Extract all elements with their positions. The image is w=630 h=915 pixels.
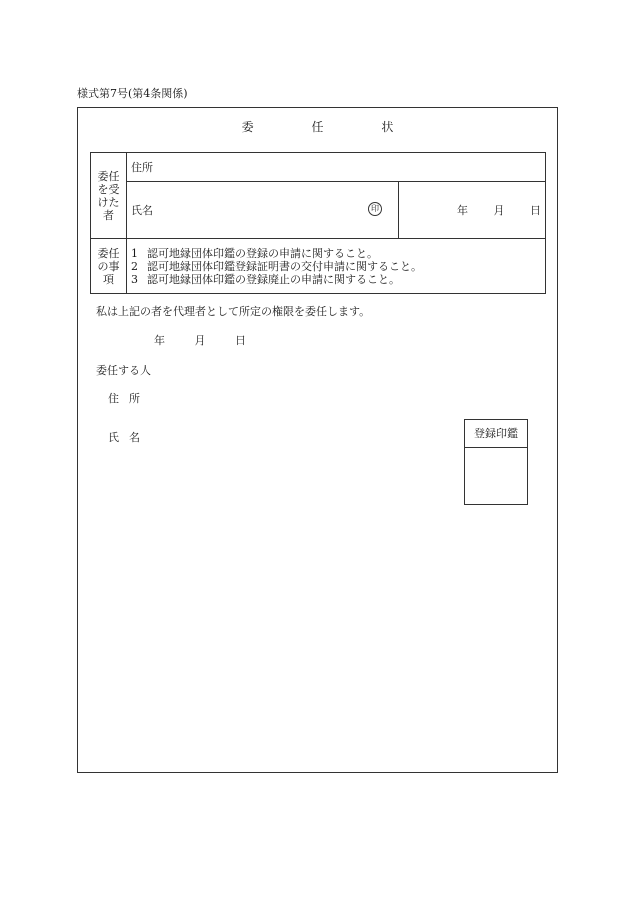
matters-row-label: 委任の事項	[91, 239, 127, 294]
grantor-name-field[interactable]: 氏 名	[108, 431, 140, 444]
agent-date-year: 年	[457, 204, 468, 217]
signing-date-year: 年	[154, 334, 165, 347]
delegation-statement: 私は上記の者を代理者として所定の権限を委任します。	[96, 305, 371, 318]
document-title	[78, 118, 557, 135]
title-char: 状	[381, 120, 394, 134]
matter-item: 2 認可地縁団体印鑑登録証明書の交付申請に関すること。	[131, 259, 422, 273]
title-char: 委	[241, 120, 254, 134]
grantor-address-field[interactable]: 住 所	[108, 392, 140, 405]
agent-name-label: 氏名	[131, 204, 153, 217]
form-number-caption: 様式第7号(第4条関係)	[77, 87, 188, 100]
agent-address-label: 住所	[131, 161, 153, 174]
document-frame	[77, 107, 558, 773]
agent-table	[90, 152, 546, 294]
agent-date-month: 月	[493, 204, 505, 217]
agent-row-label: 委任を受けた者	[91, 153, 127, 239]
registered-seal-label: 登録印鑑	[465, 420, 527, 448]
agent-name-field[interactable]	[127, 182, 399, 239]
title-char: 任	[311, 120, 324, 134]
agent-address-field[interactable]	[127, 153, 546, 182]
registered-seal-box[interactable]	[464, 419, 528, 505]
matters-list	[127, 239, 546, 294]
agent-date-day: 日	[530, 204, 541, 217]
matter-item: 1 認可地縁団体印鑑の登録の申請に関すること。	[131, 246, 378, 260]
seal-mark-icon: 印	[368, 202, 382, 216]
matter-item: 3 認可地縁団体印鑑の登録廃止の申請に関すること。	[131, 272, 400, 286]
signing-date-month: 月	[194, 334, 206, 347]
signing-date-day: 日	[235, 334, 246, 347]
agent-date-field[interactable]	[399, 182, 546, 239]
grantor-heading: 委任する人	[96, 364, 151, 377]
signing-date-field[interactable]	[154, 332, 272, 348]
